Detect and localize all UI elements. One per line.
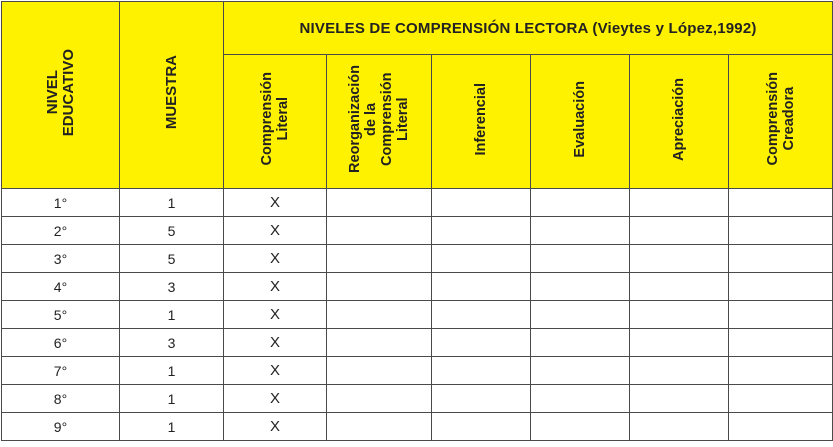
cell-level-mark [432, 357, 531, 385]
cell-level-mark [432, 385, 531, 413]
table-row [2, 357, 833, 385]
cell-level-mark [327, 273, 432, 301]
cell-level-mark: X [224, 413, 327, 441]
cell-level-mark: X [224, 217, 327, 245]
cell-level-mark: X [224, 385, 327, 413]
cell-level-mark: X [224, 329, 327, 357]
cell-level-mark [630, 273, 729, 301]
header-level-comprension-creadora: Comprensión Creadora [729, 55, 833, 189]
cell-level-mark [531, 217, 630, 245]
cell-nivel: 3° [2, 245, 120, 273]
header-level-inferencial: Inferencial [432, 55, 531, 189]
cell-level-mark: X [224, 189, 327, 217]
cell-level-mark [432, 189, 531, 217]
cell-level-mark [729, 217, 833, 245]
table-title: NIVELES DE COMPRENSIÓN LECTORA (Vieytes y López,1992) [224, 2, 833, 55]
table-row [2, 189, 833, 217]
header-level-comprension-literal: Comprensión Literal [224, 55, 327, 189]
cell-level-mark [432, 301, 531, 329]
cell-nivel: 1° [2, 189, 120, 217]
cell-level-mark [630, 329, 729, 357]
cell-nivel: 5° [2, 301, 120, 329]
cell-level-mark [327, 385, 432, 413]
cell-level-mark: X [224, 301, 327, 329]
cell-muestra: 1 [120, 189, 224, 217]
cell-nivel: 8° [2, 385, 120, 413]
table-row [2, 301, 833, 329]
cell-level-mark [630, 189, 729, 217]
cell-level-mark [729, 301, 833, 329]
table-row [2, 273, 833, 301]
reading-levels-table [1, 1, 833, 441]
table-row [2, 385, 833, 413]
cell-level-mark: X [224, 273, 327, 301]
cell-nivel: 2° [2, 217, 120, 245]
cell-level-mark [327, 413, 432, 441]
cell-level-mark: X [224, 245, 327, 273]
cell-level-mark [630, 357, 729, 385]
cell-level-mark [531, 273, 630, 301]
cell-muestra: 1 [120, 385, 224, 413]
cell-level-mark [327, 245, 432, 273]
cell-level-mark [630, 217, 729, 245]
table-row [2, 217, 833, 245]
cell-level-mark [729, 273, 833, 301]
cell-level-mark [630, 245, 729, 273]
cell-level-mark [531, 189, 630, 217]
cell-level-mark [531, 245, 630, 273]
table-row [2, 329, 833, 357]
cell-level-mark [531, 385, 630, 413]
cell-level-mark [327, 189, 432, 217]
cell-nivel: 7° [2, 357, 120, 385]
cell-level-mark [531, 329, 630, 357]
cell-level-mark [729, 385, 833, 413]
cell-level-mark [327, 329, 432, 357]
cell-muestra: 5 [120, 217, 224, 245]
cell-level-mark [327, 217, 432, 245]
cell-level-mark [630, 301, 729, 329]
cell-level-mark: X [224, 357, 327, 385]
cell-level-mark [432, 217, 531, 245]
cell-level-mark [630, 413, 729, 441]
header-level-reorganizacion: Reorganización de la Comprensión Literal [327, 55, 432, 189]
cell-level-mark [432, 413, 531, 441]
cell-level-mark [729, 245, 833, 273]
cell-muestra: 1 [120, 413, 224, 441]
cell-level-mark [729, 413, 833, 441]
cell-level-mark [531, 413, 630, 441]
header-nivel-educativo: NIVEL EDUCATIVO [2, 2, 120, 189]
cell-level-mark [432, 273, 531, 301]
cell-level-mark [729, 357, 833, 385]
cell-muestra: 1 [120, 301, 224, 329]
cell-level-mark [327, 357, 432, 385]
header-level-evaluacion: Evaluación [531, 55, 630, 189]
cell-level-mark [327, 301, 432, 329]
cell-nivel: 6° [2, 329, 120, 357]
cell-level-mark [729, 189, 833, 217]
table-row [2, 413, 833, 441]
cell-level-mark [630, 385, 729, 413]
cell-muestra: 5 [120, 245, 224, 273]
header-level-apreciacion: Apreciación [630, 55, 729, 189]
cell-muestra: 3 [120, 329, 224, 357]
cell-muestra: 3 [120, 273, 224, 301]
cell-level-mark [531, 301, 630, 329]
table-body [2, 189, 833, 441]
cell-nivel: 9° [2, 413, 120, 441]
cell-level-mark [531, 357, 630, 385]
table-row [2, 245, 833, 273]
header-muestra: MUESTRA [120, 2, 224, 189]
cell-nivel: 4° [2, 273, 120, 301]
cell-level-mark [432, 245, 531, 273]
cell-level-mark [729, 329, 833, 357]
cell-level-mark [432, 329, 531, 357]
cell-muestra: 1 [120, 357, 224, 385]
